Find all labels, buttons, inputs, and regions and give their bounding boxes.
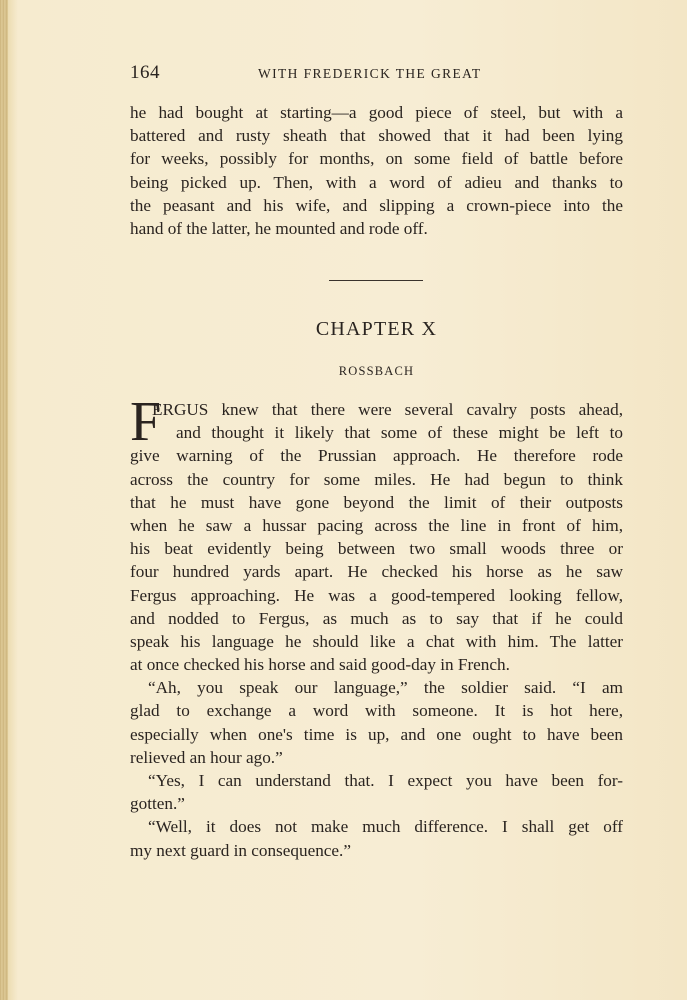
text-line: and thought it likely that some of these might be left to xyxy=(176,423,623,443)
text-line: “Ah, you speak our language,” the soldier said. “I am xyxy=(148,678,623,698)
text-line: across the country for some miles. He had begun to think xyxy=(130,469,623,489)
text-line: “Well, it does not make much difference. I shall get off xyxy=(148,817,623,837)
text-line: speak his language he should like a chat with him. The latter xyxy=(130,631,623,651)
text-line: being picked up. Then, with a word of adieu and thanks to xyxy=(130,172,623,192)
text-line: glad to exchange a word with someone. It is hot here, xyxy=(130,701,623,721)
text-line: when he saw a hussar pacing across the line in front of him, xyxy=(130,515,623,535)
intro-paragraph xyxy=(130,101,623,240)
text-line: gotten.” xyxy=(130,794,185,814)
text-line: especially when one's time is up, and one ought to have been xyxy=(130,724,623,744)
chapter-body xyxy=(130,391,623,862)
text-line: hand of the latter, he mounted and rode off. xyxy=(130,218,428,238)
text-line: for weeks, possibly for months, on some field of battle before xyxy=(130,149,623,169)
text-line: my next guard in consequence.” xyxy=(130,840,351,860)
text-line: relieved an hour ago.” xyxy=(130,747,283,767)
text-line: battered and rusty sheath that showed that it had been lying xyxy=(130,126,623,146)
text-line: ERGUS knew that there were several cavalry posts ahead, xyxy=(152,400,623,419)
section-divider xyxy=(329,280,423,281)
text-line: “Yes, I can understand that. I expect you have been for- xyxy=(148,771,623,790)
text-line: the peasant and his wife, and slipping a crown-piece into the xyxy=(130,195,623,215)
text-line: that he must have gone beyond the limit of their outposts xyxy=(130,492,623,512)
chapter-title: ROSSBACH xyxy=(338,364,415,378)
running-head xyxy=(130,62,623,88)
page-number: 164 xyxy=(130,62,160,83)
text-line: his beat evidently being between two small woods three or xyxy=(130,539,623,559)
text-line: and nodded to Fergus, as much as to say that if he could xyxy=(130,608,623,628)
text-line: he had bought at starting—a good piece of steel, but with a xyxy=(130,103,623,122)
drop-cap: F xyxy=(130,391,162,453)
book-spine xyxy=(0,0,8,1000)
text-line: four hundred yards apart. He checked his horse as he saw xyxy=(130,562,623,582)
running-title: WITH FREDERICK THE GREAT xyxy=(258,66,482,81)
text-line: give warning of the Prussian approach. He therefore rode xyxy=(130,446,623,466)
chapter-number: CHAPTER X xyxy=(315,318,438,340)
text-line: Fergus approaching. He was a good-tempered looking fellow, xyxy=(130,585,623,605)
text-line: at once checked his horse and said good-day in French. xyxy=(130,655,510,675)
